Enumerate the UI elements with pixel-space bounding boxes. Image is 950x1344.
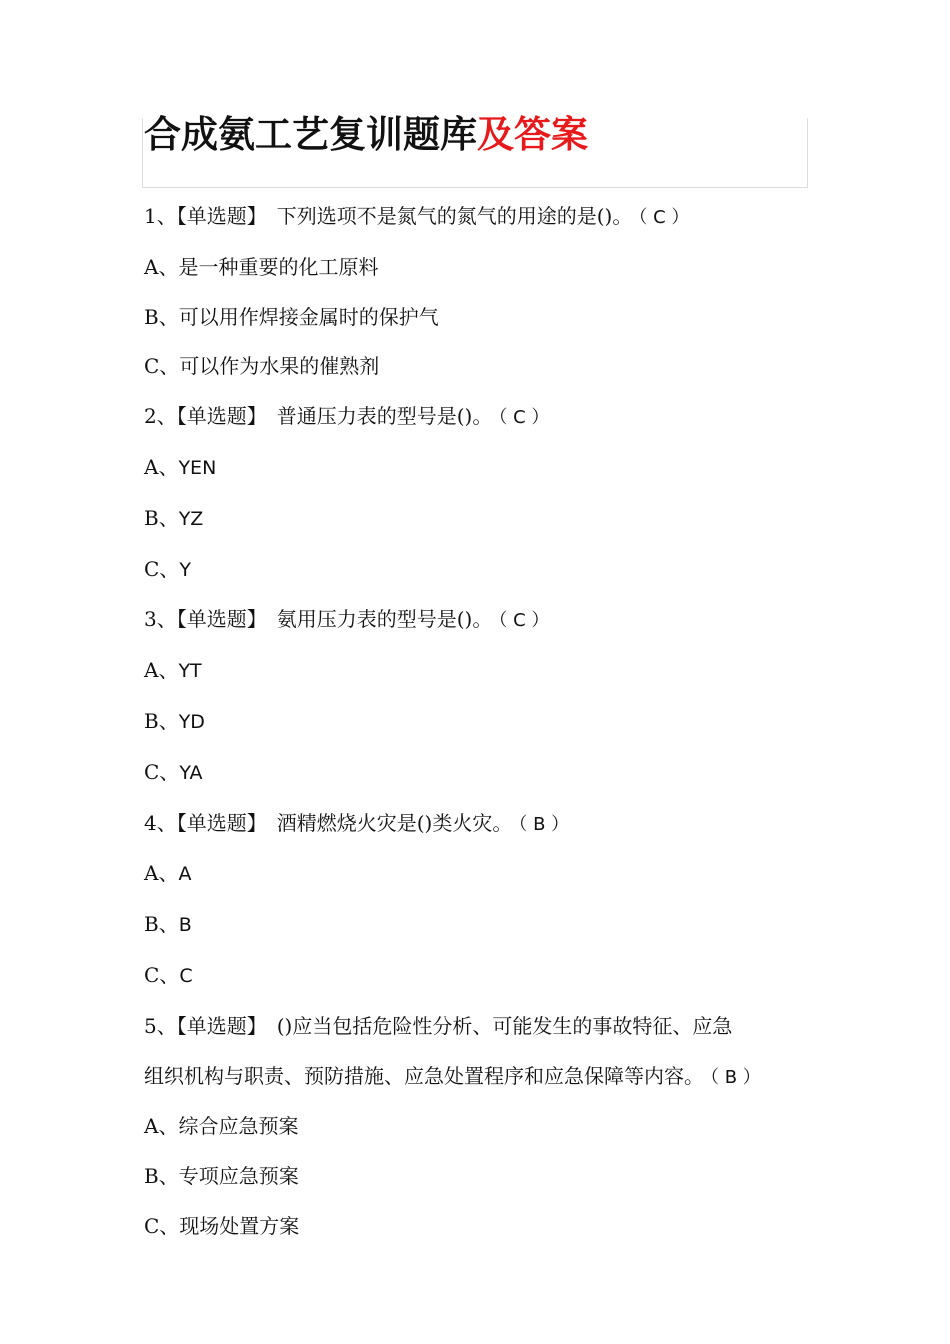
question-text: 酒精燃烧火灾是()类火灾。: [276, 810, 513, 835]
option-text: YT: [178, 660, 202, 683]
question-number: 1、: [144, 204, 177, 228]
option-b: [144, 293, 814, 343]
option-key: C、: [144, 354, 180, 379]
question-answer: （ C ）: [498, 407, 550, 429]
question-type: 【单选题】: [176, 404, 267, 429]
option-a: [144, 243, 814, 293]
option-text: B: [178, 914, 192, 937]
option-text: C: [179, 964, 193, 987]
option-text: 可以作为水果的催熟剂: [179, 354, 380, 379]
question-list: [144, 192, 814, 1252]
option-c: [144, 545, 814, 596]
option-c: [144, 748, 814, 799]
question-answer: （ B ）: [710, 1066, 761, 1088]
question-type: 【单选题】: [176, 810, 267, 835]
question-2: [144, 392, 814, 443]
question-text: 普通压力表的型号是()。: [276, 404, 493, 429]
question-answer: （ C ）: [498, 610, 550, 632]
option-text: YD: [178, 710, 205, 733]
question-3: [144, 595, 814, 646]
question-5: [144, 1002, 814, 1052]
option-text: YEN: [178, 456, 217, 479]
option-key: B、: [144, 1164, 179, 1189]
option-text: YA: [179, 761, 203, 784]
question-number: 3、: [144, 607, 177, 632]
option-key: A、: [144, 861, 179, 886]
option-key: C、: [144, 556, 180, 581]
option-key: A、: [144, 658, 179, 683]
question-type: 【单选题】: [176, 607, 267, 632]
option-a: [144, 646, 814, 697]
option-key: B、: [144, 708, 179, 733]
option-text: YZ: [178, 507, 204, 530]
question-type: 【单选题】: [176, 204, 267, 228]
option-b: [144, 494, 814, 545]
option-key: A、: [144, 1114, 179, 1139]
option-a: [144, 849, 814, 900]
option-text: A: [178, 863, 192, 886]
option-key: B、: [144, 912, 179, 937]
title-accent: 及答案: [477, 113, 588, 156]
option-text: Y: [179, 558, 191, 581]
option-c: [144, 1202, 814, 1252]
option-text: 可以用作焊接金属时的保护气: [178, 304, 439, 329]
option-key: C、: [144, 1213, 180, 1238]
option-key: B、: [144, 304, 179, 329]
option-b: [144, 697, 814, 748]
question-number: 2、: [144, 404, 177, 429]
question-4: [144, 799, 814, 850]
option-text: 现场处置方案: [179, 1213, 300, 1238]
question-number: 5、: [144, 1013, 177, 1038]
question-number: 4、: [144, 810, 177, 835]
document-title: [144, 104, 588, 158]
option-key: B、: [144, 505, 179, 530]
option-c: [144, 951, 814, 1002]
question-5-continued: [144, 1052, 814, 1103]
option-key: C、: [144, 962, 180, 987]
option-b: [144, 900, 814, 951]
option-c: [144, 342, 814, 392]
option-b: [144, 1152, 814, 1202]
question-text-line1: ()应当包括危险性分析、可能发生的事故特征、应急: [276, 1013, 733, 1038]
option-text: 专项应急预案: [178, 1164, 299, 1189]
question-1: [144, 192, 814, 243]
question-type: 【单选题】: [176, 1013, 267, 1038]
option-key: A、: [144, 454, 179, 479]
question-answer: （ B ）: [518, 813, 570, 835]
option-text: 综合应急预案: [178, 1114, 299, 1139]
option-key: C、: [144, 759, 180, 784]
question-text-line2: 组织机构与职责、预防措施、应急处置程序和应急保障等内容。: [144, 1063, 704, 1088]
option-key: A、: [144, 254, 179, 279]
option-a: [144, 443, 814, 494]
question-answer: （ C ）: [638, 207, 690, 228]
option-a: [144, 1102, 814, 1152]
option-text: 是一种重要的化工原料: [178, 254, 379, 279]
title-main: 合成氨工艺复训题库: [144, 113, 477, 156]
question-text: 氨用压力表的型号是()。: [276, 607, 493, 632]
question-text: 下列选项不是氮气的氮气的用途的是()。: [276, 204, 633, 228]
